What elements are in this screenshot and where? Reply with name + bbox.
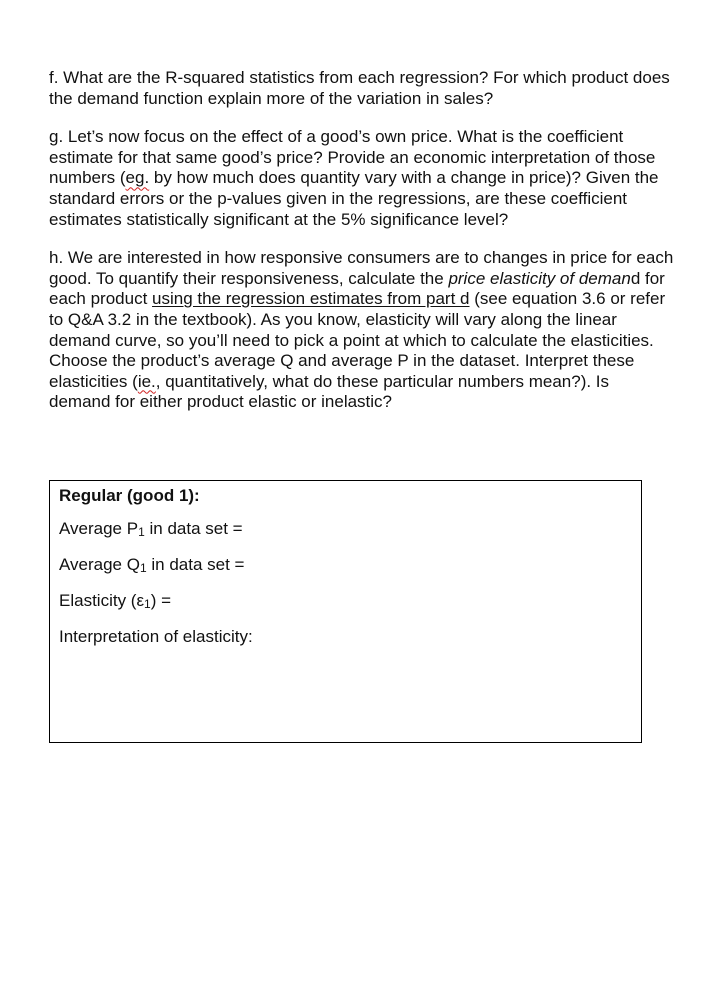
question-h-text-1: h. We are interested in how responsive consumers are to changes in price for each good. To quantify their responsiveness, calculate the (49, 248, 674, 288)
answer-box-heading: Regular (good 1): (59, 486, 200, 505)
elasticity-suffix: ) = (150, 591, 172, 610)
question-f-text: f. What are the R-squared statistics from each regression? For which product does the demand function explain more of the variation in sales? (49, 68, 670, 108)
average-p-label: Average P (59, 519, 139, 538)
elasticity-subscript: 1 (144, 597, 151, 611)
question-h-text-4: , quantitatively, what do these particular numbers mean?). Is demand for either product elastic or inelastic? (49, 371, 610, 412)
average-p-suffix: in data set = (144, 519, 243, 538)
average-q-subscript: 1 (139, 561, 147, 575)
interpretation-label: Interpretation of elasticity: (59, 627, 253, 646)
question-h (49, 248, 674, 413)
elasticity-label: Elasticity (ε (59, 591, 145, 610)
document-page (49, 68, 674, 431)
question-g (49, 127, 674, 230)
average-q-row (59, 555, 632, 578)
elasticity-row (59, 591, 632, 614)
spellcheck-word-ie: ie. (137, 371, 156, 391)
italic-term-price-elasticity: price elasticity of deman (448, 268, 631, 288)
underlined-instruction: using the regression estimates from part d (152, 289, 470, 309)
question-g-text-2: by how much does quantity vary with a change in price)? Given the standard errors or the p-values given in the regressions, are these coefficient estimates statistically significant at the 5% significance level? (49, 168, 659, 229)
question-h-text-2: d for each product (49, 268, 665, 309)
average-p-subscript: 1 (138, 525, 145, 539)
average-p-row (59, 519, 632, 542)
spellcheck-word-eg: eg. (125, 168, 150, 188)
average-q-suffix: in data set = (146, 555, 245, 574)
question-h-text-3: (see equation 3.6 or refer to Q&A 3.2 in the textbook). As you know, elasticity will vary along the linear demand curve, so you’ll need to pick a point at which to calculate the elasticities. Choose the product’s average Q and average P in the dataset. Interpret these elasticities ( (49, 289, 666, 391)
question-g-text-1: g. Let’s now focus on the effect of a good’s own price. What is the coefficient estimate for that same good’s price? Provide an economic interpretation of those numbers ( (49, 127, 656, 188)
answer-box-good-1 (49, 480, 642, 743)
average-q-label: Average Q (59, 555, 140, 574)
question-f (49, 68, 674, 109)
